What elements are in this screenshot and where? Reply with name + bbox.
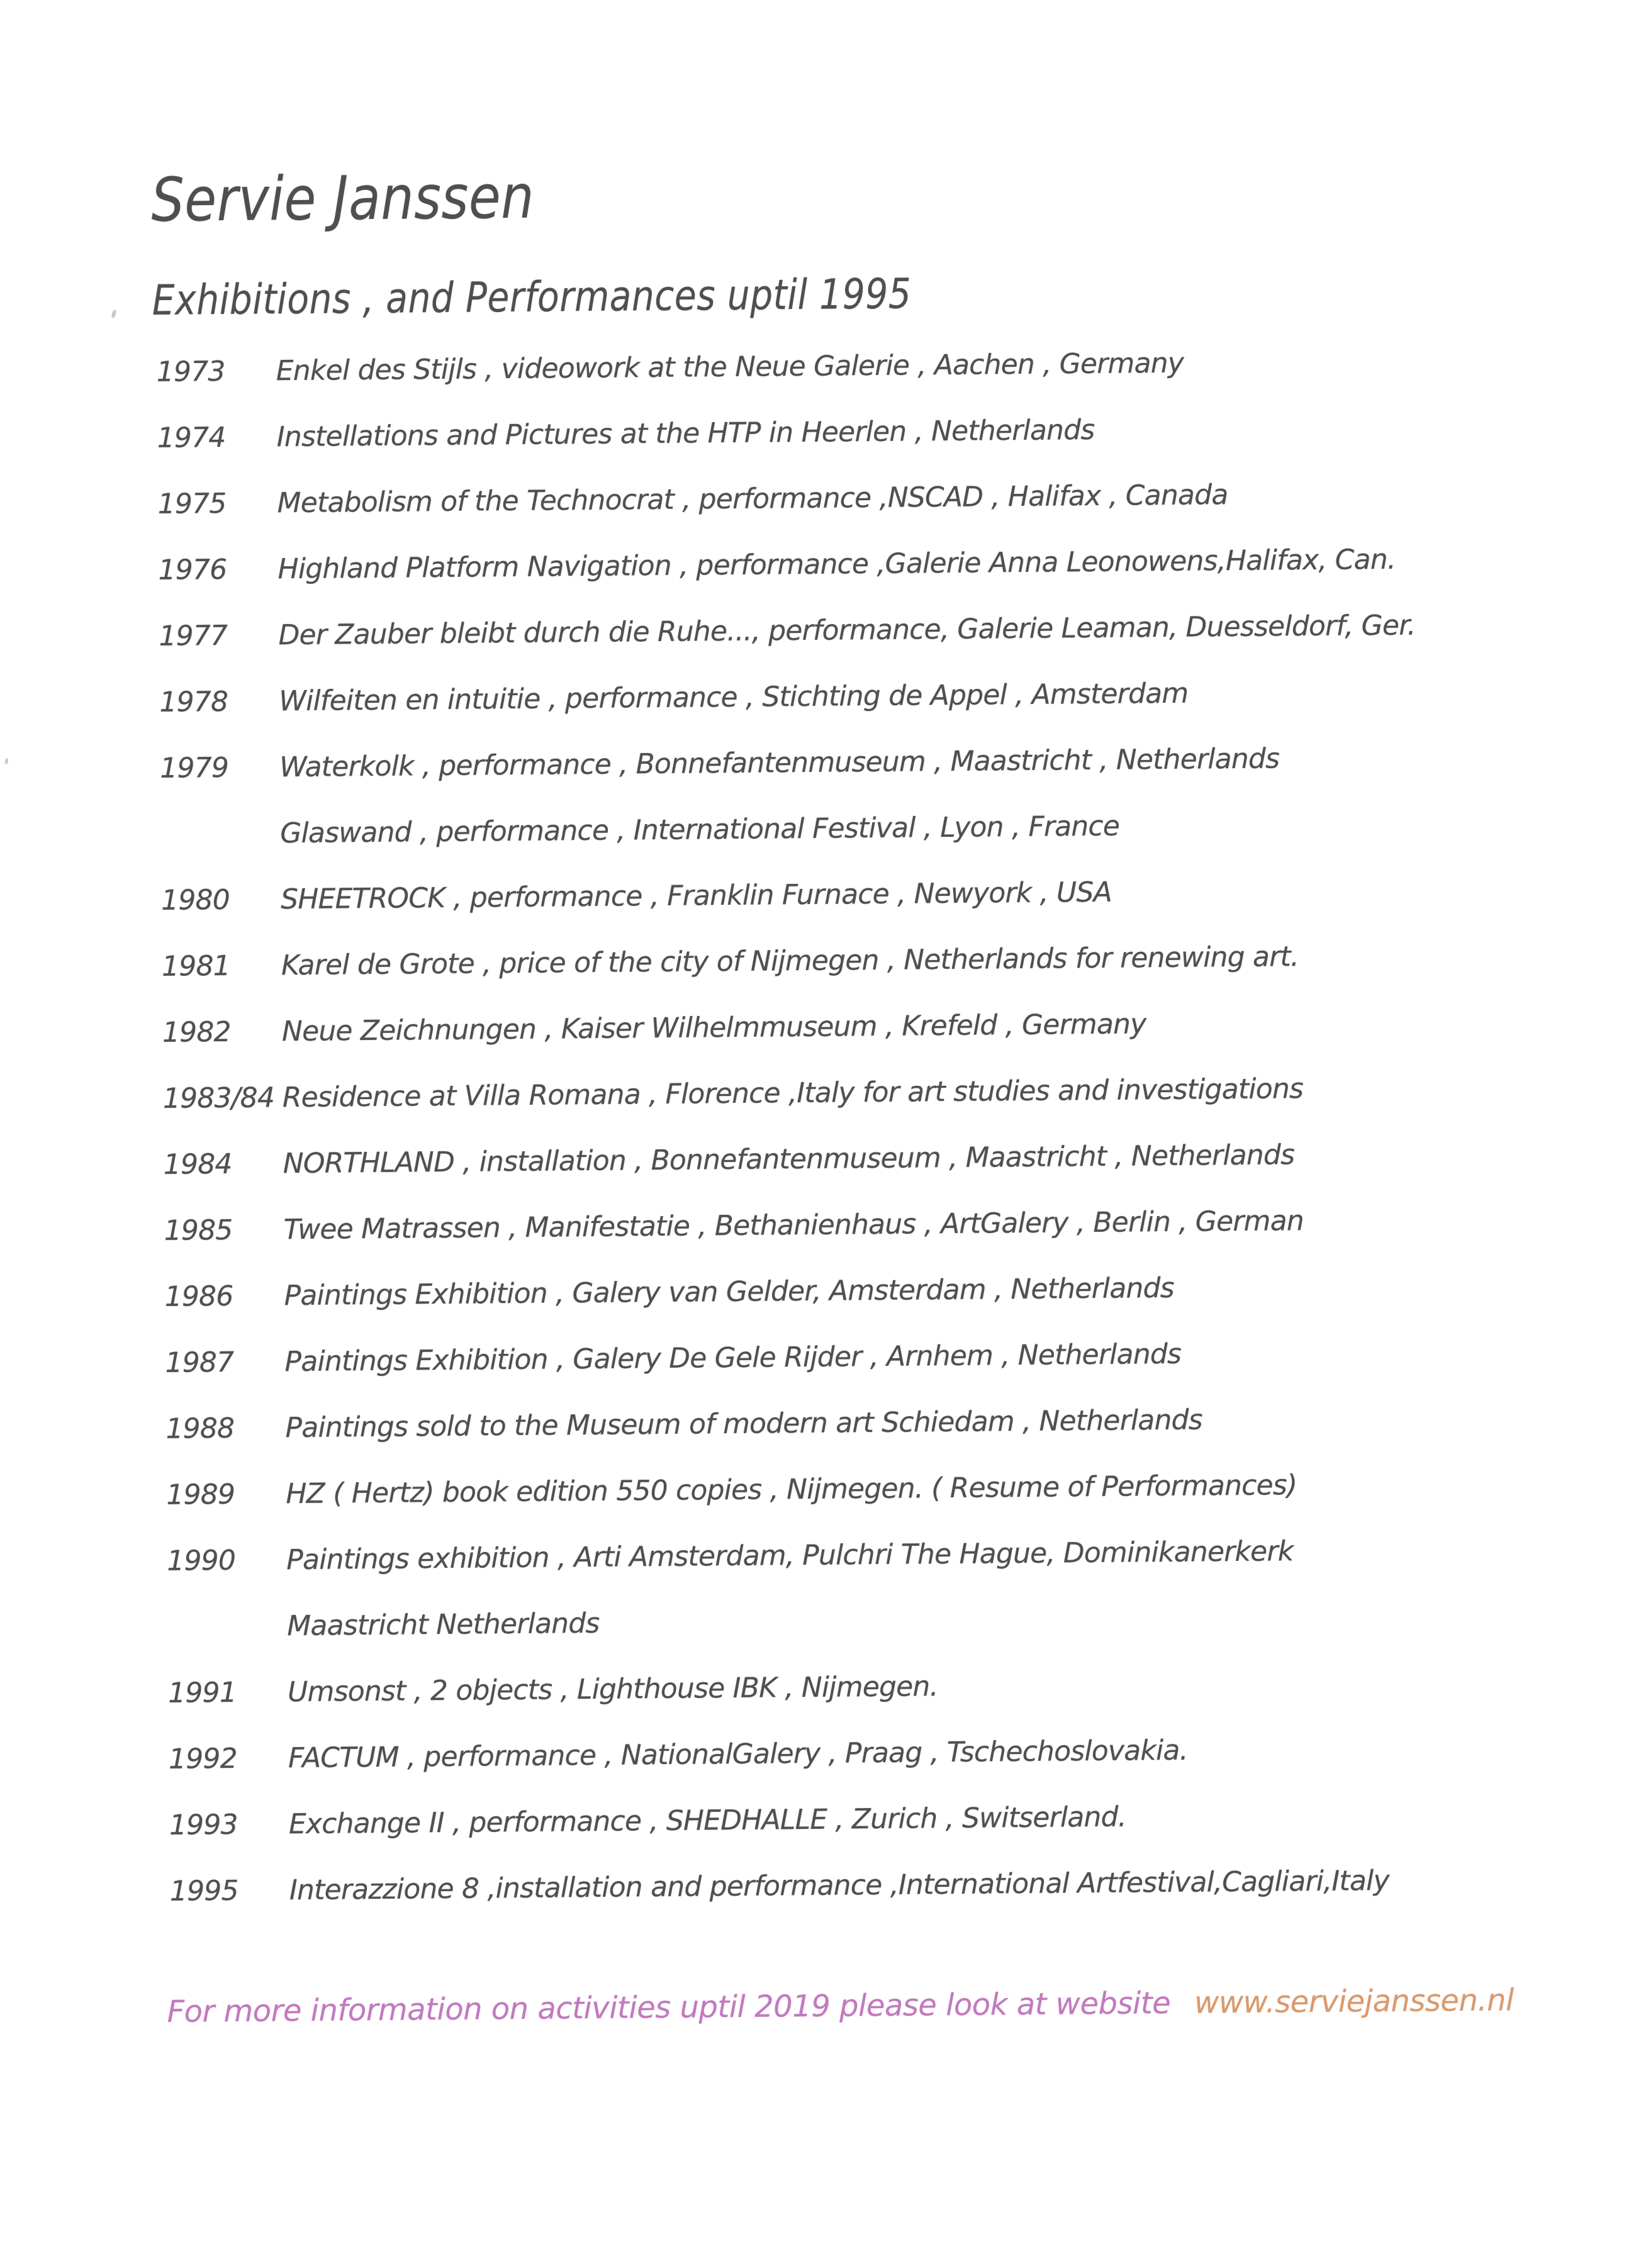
entry-year: 1995 [169, 1874, 238, 1908]
page-subtitle: Exhibitions , and Performances uptil 1995 [152, 269, 912, 325]
entry-line: Paintings sold to the Museum of modern art Schiedam , Netherlands [285, 1404, 1203, 1444]
exhibition-entry [158, 922, 1419, 999]
entry-year: 1984 [163, 1148, 232, 1181]
exhibition-entry [159, 988, 1420, 1065]
entry-description [288, 1649, 1425, 1725]
exhibition-entry [159, 1054, 1420, 1131]
exhibition-entry [162, 1385, 1423, 1461]
exhibition-entry [154, 461, 1415, 537]
entry-year: 1979 [160, 751, 229, 785]
entry-line: SHEETROCK , performance , Franklin Furnace , Newyork , USA [280, 876, 1112, 916]
entry-year: 1988 [165, 1412, 235, 1445]
page-title: Servie Janssen [150, 161, 535, 235]
entry-line: Exchange II , performance , SHEDHALLE , Zurich , Switserland. [288, 1801, 1127, 1841]
entry-description [289, 1847, 1426, 1923]
entry-line: Instellations and Pictures at the HTP in Heerlen , Netherlands [276, 413, 1095, 454]
entry-line: Waterkolk , performance , Bonnefantenmuseum , Maastricht , Netherlands [279, 742, 1280, 784]
entry-year: 1992 [168, 1742, 238, 1775]
exhibition-entry [165, 1847, 1426, 1924]
footer-note-text: For more information on activities uptil 2019 please look at website [167, 1985, 1171, 2030]
exhibition-entry [160, 1187, 1421, 1263]
entry-year: 1975 [157, 487, 227, 520]
exhibition-entry [154, 526, 1415, 603]
entry-line: Enkel des Stijls , videowork at the Neue Galerie , Aachen , Germany [276, 347, 1184, 388]
entry-description [286, 1451, 1423, 1527]
entry-line: Paintings Exhibition , Galery De Gele Rijder , Arnhem , Netherlands [284, 1338, 1182, 1378]
entry-description [288, 1781, 1426, 1857]
entry-year: 1985 [164, 1214, 233, 1247]
exhibition-entry [163, 1517, 1425, 1660]
entry-description [284, 1253, 1421, 1329]
entry-line: Der Zauber bleibt durch die Ruhe..., performance, Galerie Leaman, Duesseldorf, Ger. [278, 609, 1416, 652]
entry-line: Interazzione 8 ,installation and performance ,International Artfestival,Cagliari,Italy [289, 1864, 1389, 1907]
exhibition-entry [157, 856, 1418, 933]
cv-content [151, 157, 1577, 2120]
exhibition-entry [165, 1715, 1426, 1792]
entry-year: 1991 [167, 1676, 237, 1709]
entry-year: 1983/84 [162, 1081, 275, 1115]
exhibition-entry [164, 1649, 1425, 1726]
entry-year: 1980 [160, 883, 230, 917]
entry-description [281, 922, 1419, 998]
entry-year: 1987 [165, 1346, 234, 1379]
exhibition-entry [159, 1120, 1420, 1197]
entry-line: Karel de Grote , price of the city of Nijmegen , Netherlands for renewing art. [281, 941, 1299, 982]
website-link[interactable]: www.serviejanssen.nl [1194, 1982, 1515, 2021]
entry-line: Paintings Exhibition , Galery van Gelder, Amsterdam , Netherlands [284, 1271, 1174, 1312]
entry-line: HZ ( Hertz) book edition 550 copies , Nijmegen. ( Resume of Performances) [286, 1469, 1297, 1511]
exhibition-entry [165, 1781, 1426, 1858]
entry-description [284, 1319, 1422, 1395]
entry-year: 1981 [161, 949, 231, 983]
entry-line: Maastricht Netherlands [286, 1607, 600, 1643]
entry-year: 1986 [164, 1280, 233, 1313]
entry-description [283, 1187, 1421, 1263]
entry-line: Highland Platform Navigation , performance ,Galerie Anna Leonowens,Halifax, Can. [277, 543, 1396, 586]
exhibition-entry [162, 1451, 1423, 1528]
entry-year: 1973 [156, 355, 225, 388]
entry-year: 1982 [162, 1015, 231, 1049]
exhibition-entry [153, 394, 1414, 471]
entry-description [279, 724, 1418, 866]
entry-line: Paintings exhibition , Arti Amsterdam, Pulchri The Hague, Dominikanerkerk [286, 1535, 1294, 1577]
entry-description [279, 658, 1416, 734]
exhibition-entry [155, 592, 1416, 669]
entry-line: NORTHLAND , installation , Bonnefantenmuseum , Maastricht , Netherlands [283, 1139, 1295, 1180]
footer-note [167, 1982, 1514, 2030]
entry-line: Wilfeiten en intuitie , performance , Stichting de Appel , Amsterdam [279, 677, 1189, 718]
entry-description [282, 988, 1420, 1064]
entry-description [281, 856, 1418, 932]
entry-year: 1978 [159, 685, 228, 718]
entry-line: Neue Zeichnungen , Kaiser Wilhelmmuseum , Krefeld , Germany [281, 1008, 1146, 1048]
scan-speck [111, 309, 117, 318]
entry-description [288, 1715, 1426, 1791]
exhibition-entry [161, 1319, 1422, 1395]
entry-year: 1993 [169, 1808, 238, 1841]
entry-line: Metabolism of the Technocrat , performance ,NSCAD , Halifax , Canada [277, 479, 1228, 520]
entry-line: Glaswand , performance , International Festival , Lyon , France [279, 810, 1120, 850]
exhibition-entry [160, 1253, 1421, 1329]
entry-year: 1989 [166, 1478, 235, 1511]
entry-year: 1977 [159, 619, 228, 652]
exhibition-entry [152, 328, 1413, 405]
entry-description [283, 1120, 1420, 1197]
entry-description [285, 1385, 1423, 1461]
entry-description [277, 461, 1415, 537]
entry-description [278, 592, 1416, 668]
entry-year: 1990 [167, 1544, 236, 1577]
entry-description [277, 526, 1415, 602]
exhibition-entry [155, 658, 1416, 735]
exhibition-list [152, 328, 1426, 1924]
scan-speck [4, 758, 9, 765]
entry-description [286, 1517, 1425, 1659]
entry-line: Residence at Villa Romana , Florence ,Italy for art studies and investigations [282, 1073, 1304, 1114]
entry-year: 1976 [158, 553, 227, 586]
entry-description [276, 328, 1413, 405]
entry-description [282, 1054, 1420, 1131]
entry-line: Twee Matrassen , Manifestatie , Bethanienhaus , ArtGalery , Berlin , German [283, 1205, 1304, 1246]
entry-description [276, 394, 1414, 471]
entry-line: FACTUM , performance , NationalGalery , Praag , Tschechoslovakia. [288, 1734, 1188, 1775]
entry-year: 1974 [157, 421, 226, 454]
exhibition-entry [156, 724, 1418, 867]
entry-line: Umsonst , 2 objects , Lighthouse IBK , Nijmegen. [287, 1670, 938, 1709]
